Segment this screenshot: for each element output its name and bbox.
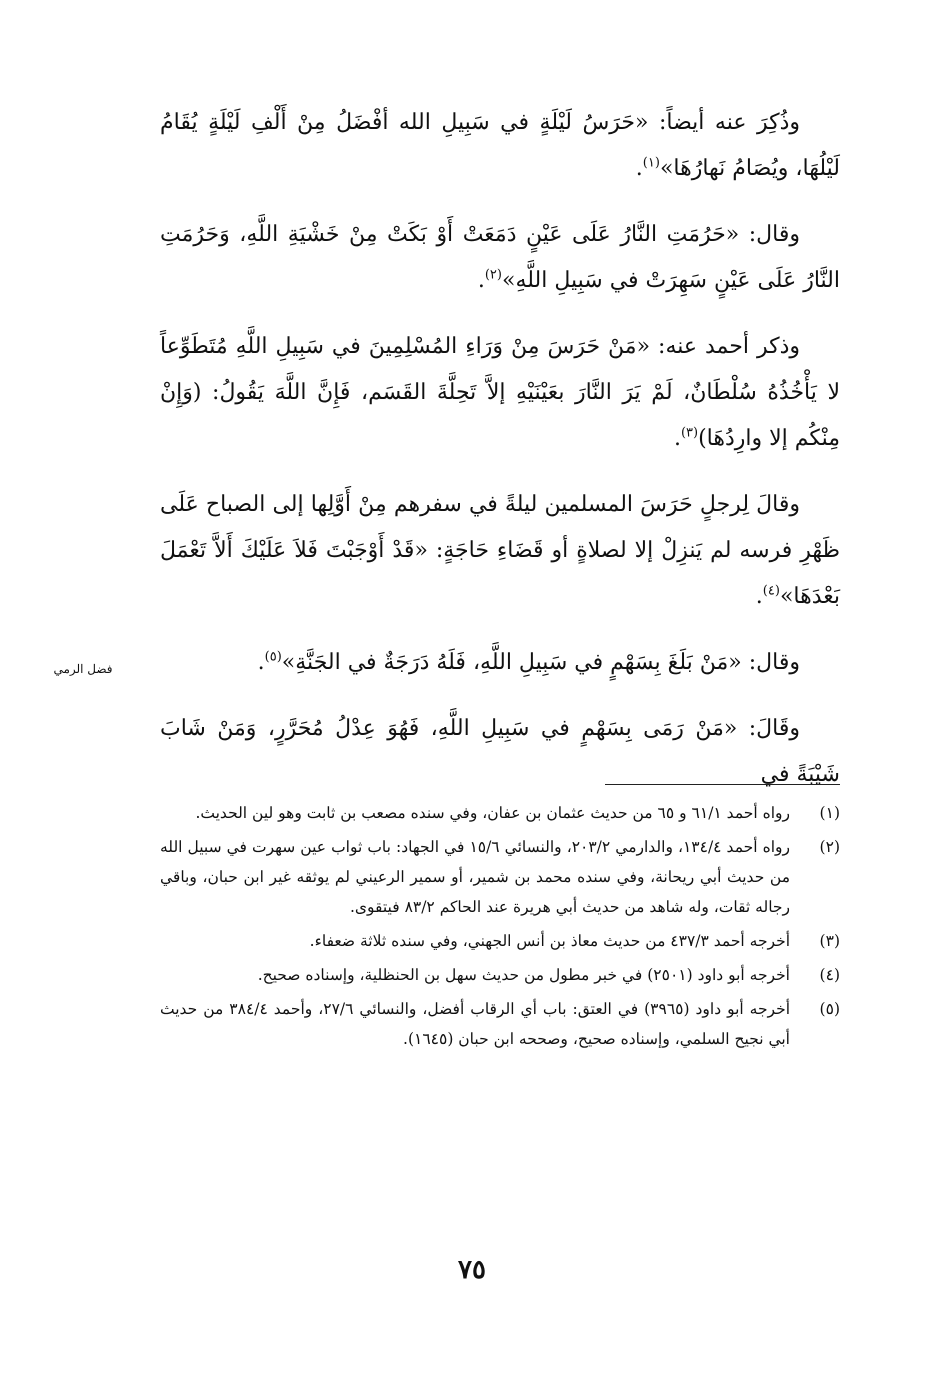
paragraph-end: . [257, 650, 265, 675]
page-number: ٧٥ [458, 1255, 486, 1285]
footnote-text: أخرجه أحمد ٤٣٧/٣ من حديث معاذ بن أنس الجهني، وفي سنده ثلاثة ضعفاء. [309, 932, 790, 950]
footnote-2 [160, 832, 840, 922]
paragraph-text: وقالَ لِرجلٍ حَرَسَ المسلمين ليلةً في سفرهم مِنْ أَوَّلِها إلى الصباح عَلَى ظَهْرِ فرسه لم يَنزِلْ إلا لصلاةٍ أو قَضَاءِ حَاجَةٍ: «قَدْ أَوْجَبْتَ فَلاَ عَلَيْكَ أَلاَّ تَعْمَلَ بَعْدَهَا» [160, 492, 840, 609]
footnote-reference: (١) [642, 155, 660, 171]
footnote-number: (٥) [819, 1000, 840, 1018]
paragraph-text: وذُكِرَ عنه أيضاً: «حَرَسُ لَيْلَةٍ في سَبِيلِ الله أفْضَلُ مِنْ أَلْفِ لَيْلَةٍ يُقَامُ لَيْلُهَا، ويُصَامُ نَهارُهَا» [160, 110, 840, 181]
paragraph-end: . [755, 584, 763, 609]
footnote-divider [605, 784, 840, 785]
footnote-4 [160, 960, 840, 990]
footnote-3 [160, 926, 840, 956]
footnote-reference: (٥) [264, 649, 282, 665]
footnote-text: أخرجه أبو داود (٣٩٦٥) في العتق: باب أي الرقاب أفضل، والنسائي ٢٧/٦، وأحمد ٣٨٤/٤ من حديث أبي نجيح السلمي، وإسناده صحيح، وصححه ابن حبان (١٦٤٥). [160, 1000, 790, 1048]
paragraph-text: وقال: «حَرُمَتِ النَّارُ عَلَى عَيْنٍ دَمَعَتْ أَوْ بَكَتْ مِنْ خَشْيَةِ اللَّهِ، وَحَرُمَتِ النَّارُ عَلَى عَيْنٍ سَهِرَتْ في سَبِيلِ اللَّهِ» [160, 222, 840, 293]
margin-note: فضل الرمي [53, 662, 113, 676]
paragraph-5 [160, 640, 840, 686]
paragraph-end: . [673, 426, 681, 451]
footnote-number: (٢) [819, 838, 840, 856]
footnote-text: أخرجه أبو داود (٢٥٠١) في خبر مطول من حديث سهل بن الحنظلية، وإسناده صحيح. [257, 966, 790, 984]
paragraph-text: وقَالَ: «مَنْ رَمَى بِسَهْمٍ في سَبِيلِ اللَّهِ، فَهُوَ عِدْلُ مُحَرَّرٍ، وَمَنْ شَابَ شَيْبَةً في [160, 716, 840, 787]
paragraph-1 [160, 100, 840, 192]
footnote-number: (٣) [819, 932, 840, 950]
main-text [160, 100, 840, 798]
footnote-text: رواه أحمد ١٣٤/٤، والدارمي ٢٠٣/٢، والنسائي ١٥/٦ في الجهاد: باب ثواب عين سهرت في سبيل الله من حديث أبي ريحانة، وفي سنده محمد بن شمير، أو سمير الرعيني لم يوثقه غير ابن حبان، وباقي رجاله ثقات، وله شاهد من حديث أبي هريرة عند الحاكم ٨٣/٢ فيتقوى. [160, 838, 790, 916]
footnote-reference: (٢) [484, 267, 502, 283]
paragraph-text: وقال: «مَنْ بَلَغَ بِسَهْمٍ في سَبِيلِ اللَّهِ، فَلَهُ دَرَجَةٌ في الجَنَّةِ» [281, 650, 800, 675]
footnotes [160, 798, 840, 1058]
footnote-reference: (٤) [762, 583, 780, 599]
footnote-reference: (٣) [680, 425, 699, 441]
footnote-1 [160, 798, 840, 828]
paragraph-end: . [477, 268, 485, 293]
footnote-5 [160, 994, 840, 1054]
paragraph-3 [160, 324, 840, 462]
paragraph-end: . [635, 156, 643, 181]
footnote-number: (١) [819, 804, 840, 822]
paragraph-text: وذكر أحمد عنه: «مَنْ حَرَسَ مِنْ وَرَاءِ المُسْلِمِينَ في سَبِيلِ اللَّهِ مُتَطَوِّعاً لا يَأْخُذُهُ سُلْطَانٌ، لَمْ يَرَ النَّارَ بعَيْنَيْهِ إلاَّ تَحِلَّةَ القَسَم، فَإِنَّ اللَّهَ يَقُولُ: (وَإِنْ مِنْكُم إلا وارِدُهَا) [160, 334, 840, 451]
paragraph-2 [160, 212, 840, 304]
paragraph-4 [160, 482, 840, 620]
footnote-number: (٤) [819, 966, 840, 984]
footnote-text: رواه أحمد ٦١/١ و ٦٥ من حديث عثمان بن عفان، وفي سنده مصعب بن ثابت وهو لين الحديث. [195, 804, 790, 822]
